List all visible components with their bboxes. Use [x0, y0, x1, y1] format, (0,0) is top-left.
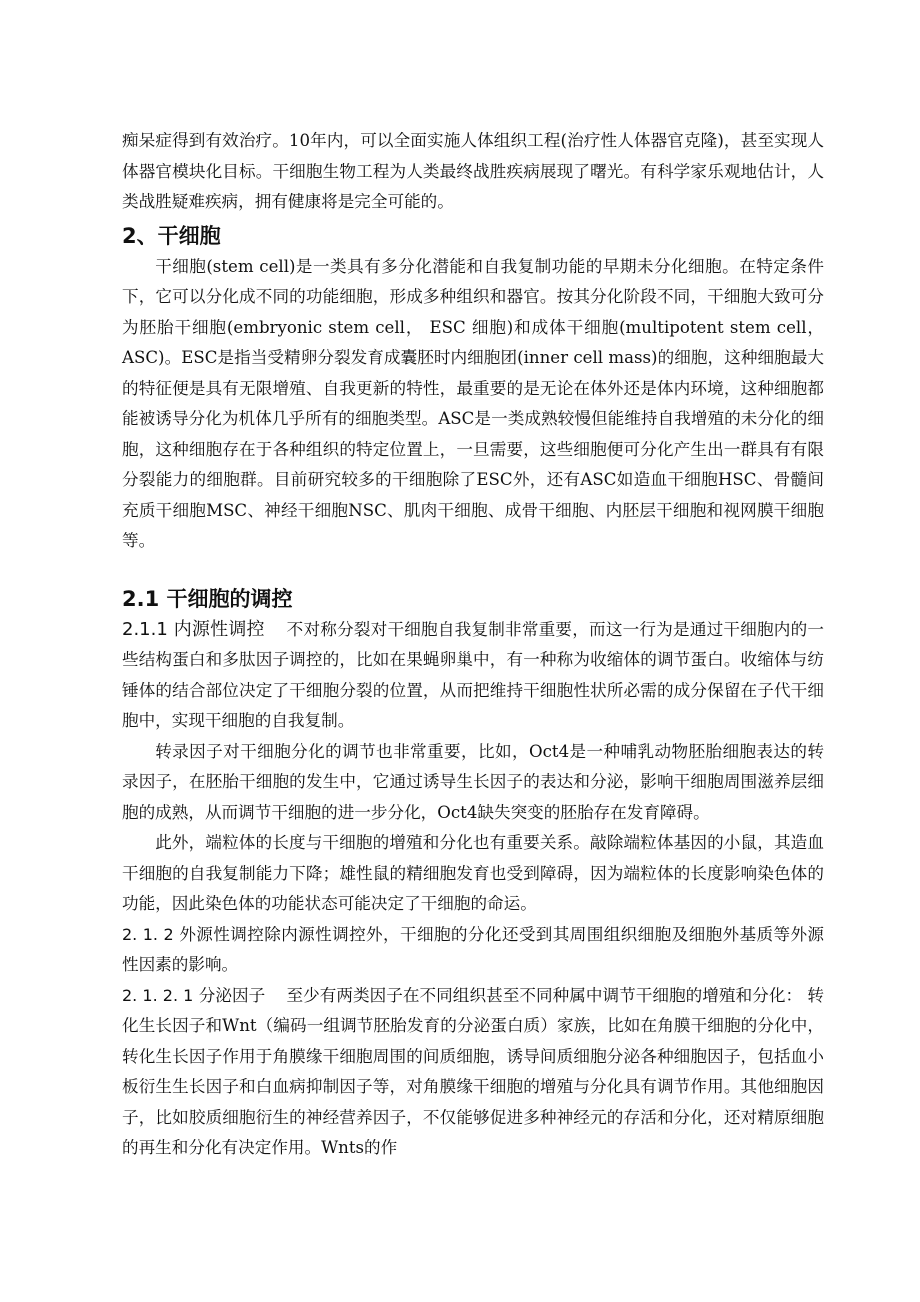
subsection-number-secretion: 2. 1. 2. 1 [122, 985, 194, 1005]
paragraph-extrinsic-regulation [122, 920, 824, 981]
paragraph-intrinsic-regulation [122, 615, 824, 737]
intrinsic-body-text: 不对称分裂对干细胞自我复制非常重要，而这一行为是通过干细胞内的一些结构蛋白和多肽因子调控的，比如在果蝇卵巢中，有一种称为收缩体的调节蛋白。收缩体与纺锤体的结合部位决定了干细胞分裂的位置，从而把维持干细胞性状所必需的成分保留在子代干细胞中，实现干细胞的自我复制。 [122, 619, 824, 730]
extrinsic-body-text: 外源性调控除内源性调控外，干细胞的分化还受到其周围组织细胞及细胞外基质等外源性因素的影响。 [122, 924, 825, 974]
subsection-heading-intrinsic: 2.1.1 内源性调控 [122, 618, 265, 640]
document-page [122, 126, 824, 1164]
paragraph-secretion-factors [122, 981, 824, 1164]
subsection-title-secretion: 分泌因子 [198, 985, 266, 1005]
paragraph-intro-tail: 痴呆症得到有效治疗。10年内，可以全面实施人体组织工程(治疗性人体器官克隆)，甚至实现人体器官模块化目标。干细胞生物工程为人类最终战胜疾病展现了曙光。有科学家乐观地估计，人类战胜疑难疾病，拥有健康将是完全可能的。 [122, 131, 824, 211]
paragraph-transcription-factors: 转录因子对干细胞分化的调节也非常重要，比如，Oct4是一种哺乳动物胚胎细胞表达的转录因子，在胚胎干细胞的发生中，它通过诱导生长因子的表达和分泌，影响干细胞周围滋养层细胞的成熟，从而调节干细胞的进一步分化，Oct4缺失突变的胚胎存在发育障碍。 [122, 741, 824, 822]
paragraph-telomere: 此外，端粒体的长度与干细胞的增殖和分化也有重要关系。敲除端粒体基因的小鼠，其造血干细胞的自我复制能力下降；雄性鼠的精细胞发育也受到障碍，因为端粒体的长度影响染色体的功能，因此染色体的功能状态可能决定了干细胞的命运。 [122, 833, 824, 913]
paragraph-stem-cell-definition: 干细胞(stem cell)是一类具有多分化潜能和自我复制功能的早期未分化细胞。在特定条件下，它可以分化成不同的功能细胞，形成多种组织和器官。按其分化阶段不同，干细胞大致可分为胚胎干细胞(embryonic stem cell， ESC 细胞)和成体干细胞(multipotent stem cell， ASC)。ESC是指当受精卵分裂发育成囊胚时内细胞团(inner cell mass)的细胞，这种细胞最大的特征便是具有无限增殖、自我更新的特性，最重要的是无论在体外还是体内环境，这种细胞都能被诱导分化为机体几乎所有的细胞类型。ASC是一类成熟较慢但能维持自我增殖的未分化的细胞，这种细胞存在于各种组织的特定位置上，一旦需要，这些细胞便可分化产生出一群具有有限分裂能力的细胞群。目前研究较多的干细胞除了ESC外，还有ASC如造血干细胞HSC、骨髓间充质干细胞MSC、神经干细胞NSC、肌肉干细胞、成骨干细胞、内胚层干细胞和视网膜干细胞等。 [122, 256, 824, 550]
secretion-body-text: 至少有两类因子在不同组织甚至不同种属中调节干细胞的增殖和分化： 转化生长因子和Wnt（编码一组调节胚胎发育的分泌蛋白质）家族，比如在角膜干细胞的分化中，转化生长因子作用于角膜缘干细胞周围的间质细胞，诱导间质细胞分泌各种细胞因子，包括血小板衍生生长因子和白血病抑制因子等，对角膜缘干细胞的增殖与分化具有调节作用。其他细胞因子，比如胶质细胞衍生的神经营养因子，不仅能够促进多种神经元的存活和分化，还对精原细胞的再生和分化有决定作用。Wnts的作 [122, 985, 825, 1157]
section-heading-stem-cell: 2、干细胞 [122, 223, 221, 248]
section-heading-regulation: 2.1 干细胞的调控 [122, 586, 293, 611]
subsection-number-extrinsic: 2. 1. 2 [122, 924, 174, 944]
